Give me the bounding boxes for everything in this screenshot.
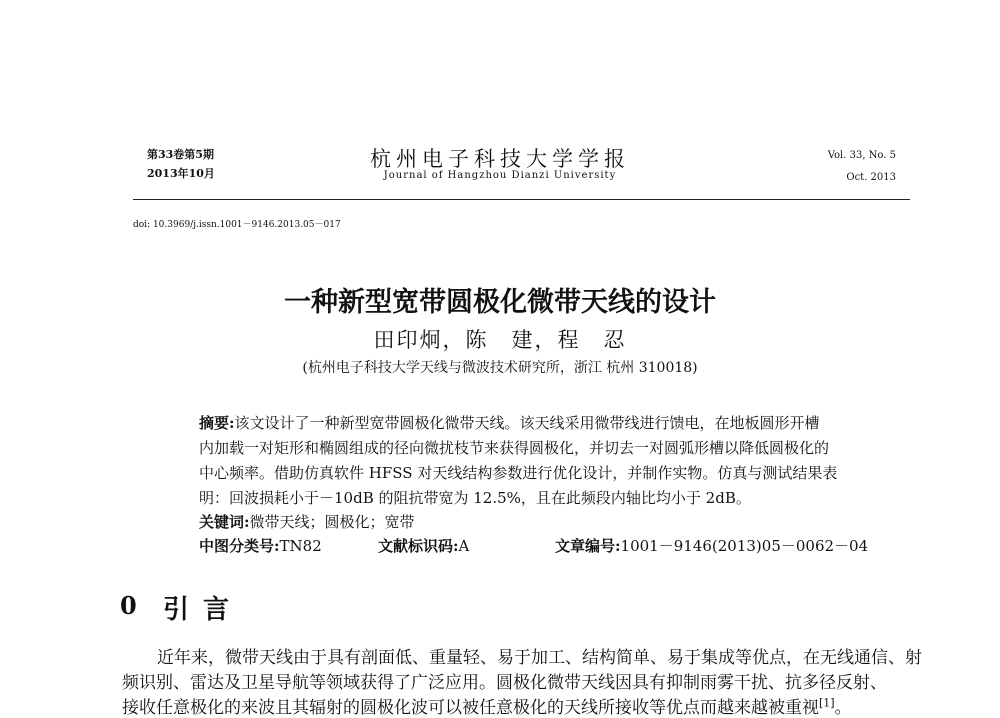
citation-ref[interactable]: [1] xyxy=(819,696,835,710)
keywords xyxy=(199,511,415,532)
abstract-line: 中心频率。借助仿真软件 HFSS 对天线结构参数进行优化设计，并制作实物。仿真与测试结果表 xyxy=(199,464,838,482)
doc-code-label: 文献标识码: xyxy=(378,537,459,555)
intro-line: 近年来，微带天线由于具有剖面低、重量轻、易于加工、结构简单、易于集成等优点，在无线通信、射 xyxy=(157,648,922,668)
document-code xyxy=(378,535,469,556)
article-no-value: 1001－9146(2013)05－0062－04 xyxy=(620,537,869,555)
header-rule xyxy=(133,199,910,200)
volume-en: Vol. 33, No. 5 xyxy=(827,150,896,161)
article-number xyxy=(555,535,868,556)
abstract-text: 该文设计了一种新型宽带圆极化微带天线。该天线采用微带线进行馈电，在地板圆形开槽 xyxy=(234,414,820,432)
keywords-label: 关键词: xyxy=(199,513,250,531)
abstract-label: 摘要: xyxy=(199,414,235,432)
clc-value: TN82 xyxy=(279,537,322,555)
issue-date: 2013年10月 xyxy=(147,167,215,180)
journal-title-cn: 杭州电子科技大学学报 xyxy=(370,147,630,171)
journal-title-en: Journal of Hangzhou Dianzi University xyxy=(383,170,617,181)
intro-line xyxy=(122,693,852,718)
article-no-label: 文章编号: xyxy=(555,537,621,555)
intro-line: 频识别、雷达及卫星导航等领域获得了广泛应用。圆极化微带天线因具有抑制雨雾干扰、抗多径反射、 xyxy=(122,673,887,693)
section-title: 引言 xyxy=(163,595,244,625)
doi: doi: 10.3969/j.issn.1001－9146.2013.05－017 xyxy=(133,220,341,230)
issue-number: 第33卷第5期 xyxy=(147,148,214,161)
abstract-line: 明：回波损耗小于－10dB 的阻抗带宽为 12.5%，且在此频段内轴比均小于 2dB。 xyxy=(199,489,751,507)
authors: 田印炯，陈 建，程 忍 xyxy=(373,328,627,352)
section-number: 0 xyxy=(120,591,137,620)
abstract-line: 内加载一对矩形和椭圆组成的径向微扰枝节来获得圆极化，并切去一对圆弧形槽以降低圆极化的 xyxy=(199,439,830,457)
clc-number xyxy=(199,535,322,556)
keywords-text: 微带天线；圆极化；宽带 xyxy=(249,513,415,531)
intro-text: 接收任意极化的来波且其辐射的圆极化波可以被任意极化的天线所接收等优点而越来越被重视 xyxy=(122,698,819,718)
date-en: Oct. 2013 xyxy=(846,172,896,183)
intro-end: 。 xyxy=(834,698,852,718)
doc-code-value: A xyxy=(458,537,470,555)
affiliation: (杭州电子科技大学天线与微波技术研究所，浙江 杭州 310018) xyxy=(302,360,698,376)
paper-title: 一种新型宽带圆极化微带天线的设计 xyxy=(284,287,716,318)
clc-label: 中图分类号: xyxy=(199,537,280,555)
abstract-line xyxy=(199,412,820,433)
